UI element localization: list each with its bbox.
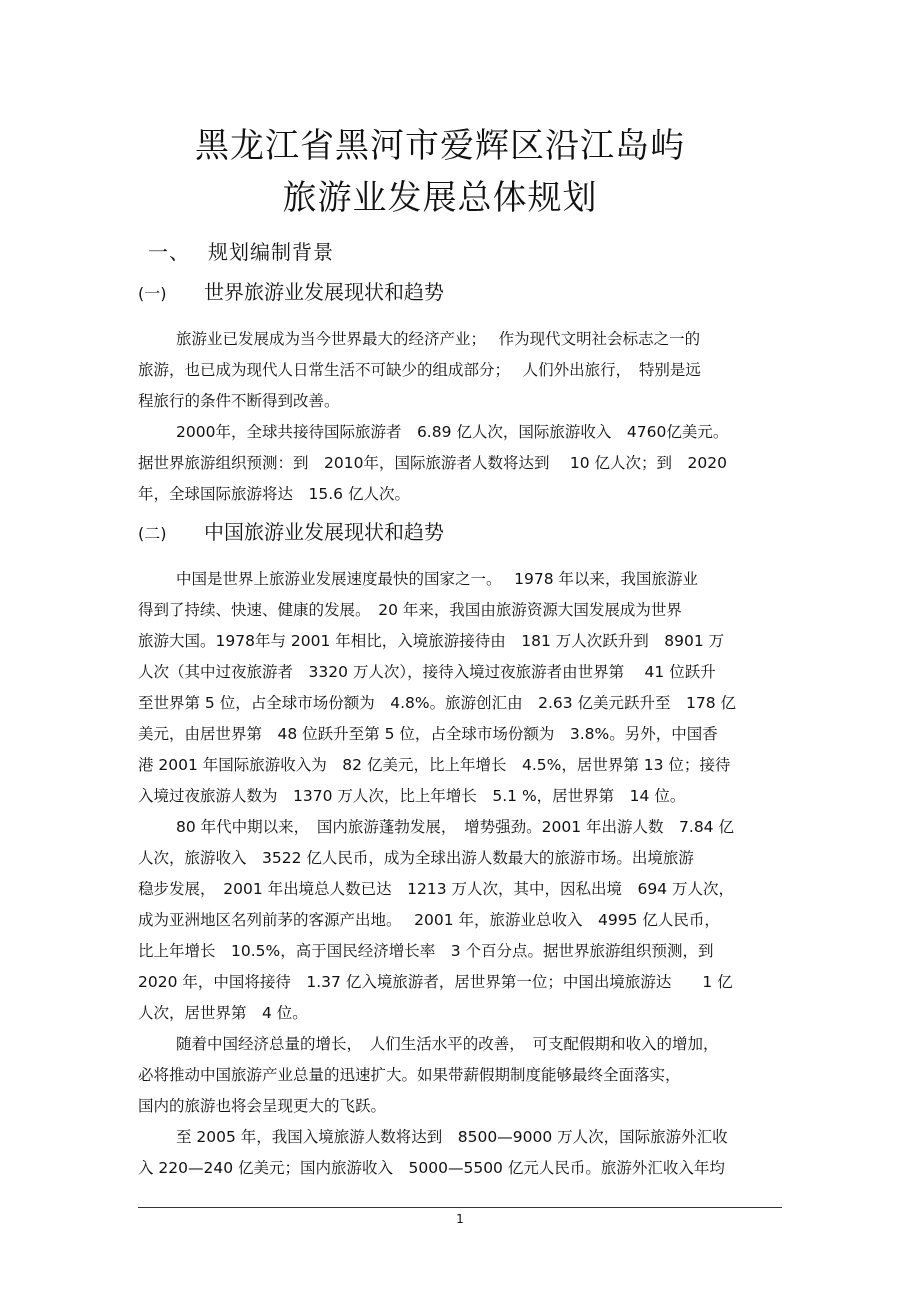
text-line: 港 2001 年国际旅游收入为 82 亿美元，比上年增长 4.5%，居世界第 13 位；接待 (138, 756, 731, 774)
text-line: 人次（其中过夜旅游者 3320 万人次），接待入境过夜旅游者由世界第 41 位跃升 (138, 663, 716, 681)
subsection-number-1: (一) (138, 284, 167, 303)
text-line: 至世界第 5 位，占全球市场份额为 4.8%。旅游创汇由 2.63 亿美元跃升至 178 亿 (138, 694, 737, 712)
text-line: 旅游业已发展成为当今世界最大的经济产业； 作为现代文明社会标志之一的 (176, 330, 701, 348)
page-number: 1 (456, 1212, 464, 1226)
body-text-block-1 (138, 324, 788, 510)
text-line: 入境过夜旅游人数为 1370 万人次，比上年增长 5.1 %，居世界第 14 位。 (138, 787, 686, 805)
text-line: 成为亚洲地区名列前茅的客源产出地。 2001 年，旅游业总收入 4995 亿人民币， (138, 911, 720, 929)
text-line: 人次，旅游收入 3522 亿人民币，成为全球出游人数最大的旅游市场。出境旅游 (138, 849, 694, 867)
subsection-heading-2 (138, 516, 444, 545)
document-title-line-1: 黑龙江省黑河市爱辉区沿江岛屿 (195, 126, 685, 166)
section-number: 一、 (148, 240, 190, 264)
document-title-line-2: 旅游业发展总体规划 (282, 178, 598, 218)
section-heading (148, 236, 334, 265)
body-text-block-2 (138, 564, 788, 1184)
text-line: 旅游，也已成为现代人日常生活不可缺少的组成部分； 人们外出旅行， 特别是远 (138, 361, 701, 379)
text-line: 程旅行的条件不断得到改善。 (138, 392, 340, 410)
text-line: 2020 年，中国将接待 1.37 亿入境旅游者，居世界第一位；中国出境旅游达 1 亿 (138, 973, 733, 991)
footer-divider (138, 1207, 782, 1208)
text-line: 据世界旅游组织预测：到 2010年，国际旅游者人数将达到 10 亿人次；到 2020 (138, 454, 727, 472)
text-line: 80 年代中期以来， 国内旅游蓬勃发展， 增势强劲。2001 年出游人数 7.84 亿 (176, 818, 734, 836)
text-line: 年，全球国际旅游将达 15.6 亿人次。 (138, 485, 410, 503)
text-line: 比上年增长 10.5%，高于国民经济增长率 3 个百分点。据世界旅游组织预测，到 (138, 942, 714, 960)
text-line: 随着中国经济总量的增长， 人们生活水平的改善， 可支配假期和收入的增加， (176, 1035, 719, 1053)
text-line: 中国是世界上旅游业发展速度最快的国家之一。 1978 年以来，我国旅游业 (176, 570, 699, 588)
text-line: 至 2005 年，我国入境旅游人数将达到 8500—9000 万人次，国际旅游外汇收 (176, 1128, 728, 1146)
text-line: 旅游大国。1978年与 2001 年相比，入境旅游接待由 181 万人次跃升到 8901 万 (138, 632, 725, 650)
text-line: 入 220—240 亿美元；国内旅游收入 5000—5500 亿元人民币。旅游外汇收入年均 (138, 1159, 725, 1177)
section-title: 规划编制背景 (208, 240, 334, 264)
subsection-title-1: 世界旅游业发展现状和趋势 (204, 280, 444, 304)
text-line: 人次，居世界第 4 位。 (138, 1004, 308, 1022)
subsection-number-2: (二) (138, 524, 167, 543)
subsection-heading-1 (138, 276, 444, 305)
text-line: 稳步发展， 2001 年出境总人数已达 1213 万人次，其中，因私出境 694 万人次， (138, 880, 735, 898)
text-line: 2000年，全球共接待国际旅游者 6.89 亿人次，国际旅游收入 4760亿美元。 (176, 423, 729, 441)
text-line: 得到了持续、快速、健康的发展。 20 年来，我国由旅游资源大国发展成为世界 (138, 601, 682, 619)
text-line: 国内的旅游也将会呈现更大的飞跃。 (138, 1097, 387, 1115)
text-line: 美元，由居世界第 48 位跃升至第 5 位，占全球市场份额为 3.8%。另外，中国香 (138, 725, 718, 743)
subsection-title-2: 中国旅游业发展现状和趋势 (204, 520, 444, 544)
text-line: 必将推动中国旅游产业总量的迅速扩大。如果带薪假期制度能够最终全面落实， (138, 1066, 681, 1084)
